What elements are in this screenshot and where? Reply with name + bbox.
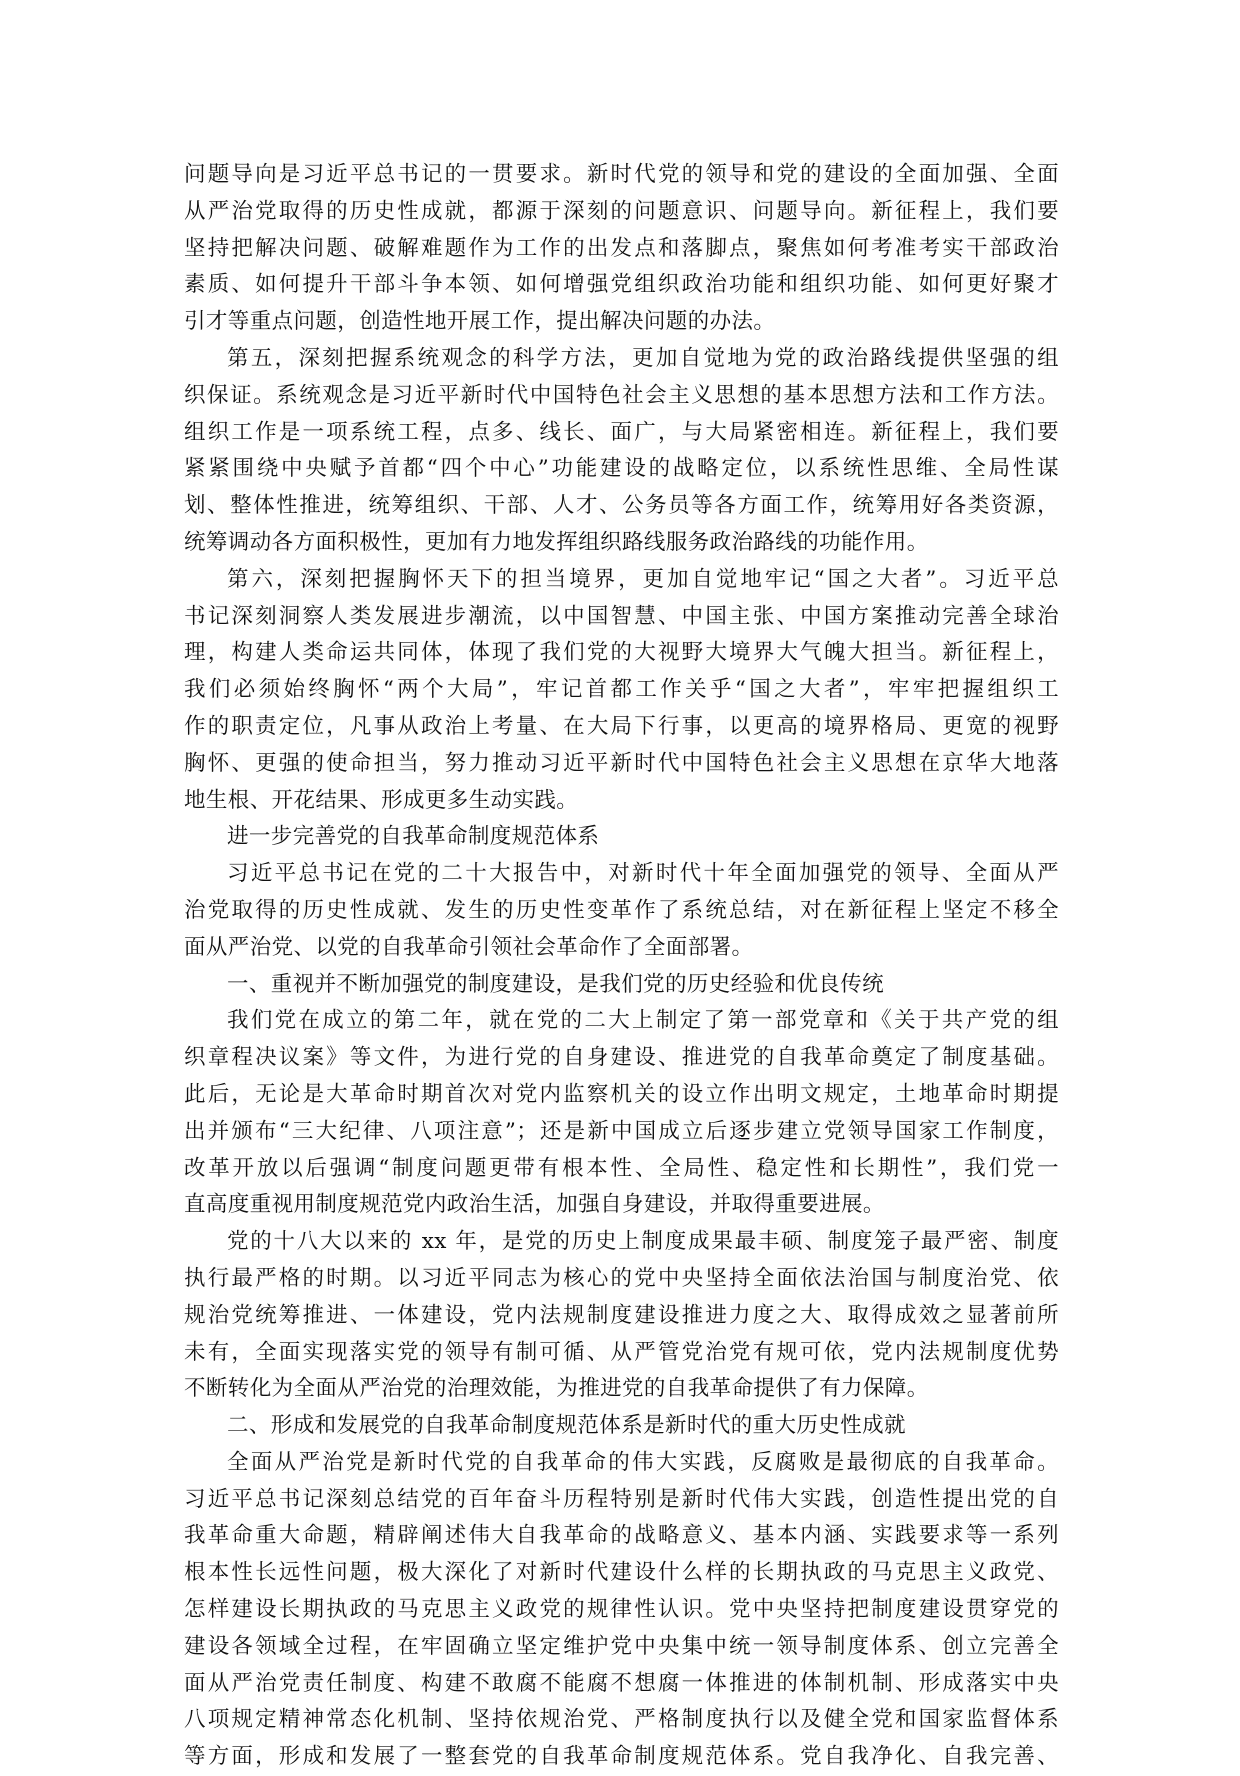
text-line: 进一步完善党的自我革命制度规范体系 [227, 824, 600, 850]
text-line: 习近平总书记深刻总结党的百年奋斗历程特别是新时代伟大实践，创造性提出党的自 [184, 1486, 1059, 1512]
text-line: 一、重视并不断加强党的制度建设，是我们党的历史经验和优良传统 [227, 971, 885, 997]
text-line: 第五，深刻把握系统观念的科学方法，更加自觉地为党的政治路线提供坚强的组 [227, 345, 1059, 371]
text-line: 执行最严格的时期。以习近平同志为核心的党中央坚持全面依法治国与制度治党、依 [184, 1265, 1059, 1291]
text-line: 胸怀、更强的使命担当，努力推动习近平新时代中国特色社会主义思想在京华大地落 [184, 750, 1059, 776]
text-line: 建设各领域全过程，在牢固确立坚定维护党中央集中统一领导制度体系、创立完善全 [184, 1633, 1059, 1659]
text-line: 未有，全面实现落实党的领导有制可循、从严管党治党有规可依，党内法规制度优势 [184, 1339, 1059, 1365]
text-line: 全面从严治党是新时代党的自我革命的伟大实践，反腐败是最彻底的自我革命。 [227, 1449, 1059, 1475]
text-line: 八项规定精神常态化机制、坚持依规治党、严格制度执行以及健全党和国家监督体系 [184, 1707, 1059, 1733]
text-line: 改革开放以后强调“制度问题更带有根本性、全局性、稳定性和长期性”，我们党一 [184, 1155, 1059, 1181]
text-line: 此后，无论是大革命时期首次对党内监察机关的设立作出明文规定，土地革命时期提 [184, 1081, 1059, 1107]
text-line: 问题导向是习近平总书记的一贯要求。新时代党的领导和党的建设的全面加强、全面 [184, 162, 1059, 187]
text-line: 理，构建人类命运共同体，体现了我们党的大视野大境界大气魄大担当。新征程上， [184, 640, 1059, 666]
text-line: 地生根、开花结果、形成更多生动实践。 [184, 787, 579, 813]
text-line: 我革命重大命题，精辟阐述伟大自我革命的战略意义、基本内涵、实践要求等一系列 [184, 1523, 1059, 1549]
text-line: 习近平总书记在党的二十大报告中，对新时代十年全面加强党的领导、全面从严 [227, 861, 1059, 887]
text-line: 第六，深刻把握胸怀天下的担当境界，更加自觉地牢记“国之大者”。习近平总 [227, 566, 1059, 592]
text-line: 二、形成和发展党的自我革命制度规范体系是新时代的重大历史性成就 [227, 1413, 906, 1439]
text-line: 出并颁布“三大纪律、八项注意”；还是新中国成立后逐步建立党领导国家工作制度， [184, 1118, 1059, 1144]
document-body [184, 157, 1059, 1776]
text-line: 组织工作是一项系统工程，点多、线长、面广，与大局紧密相连。新征程上，我们要 [184, 419, 1059, 445]
text-line: 引才等重点问题，创造性地开展工作，提出解决问题的办法。 [184, 309, 776, 335]
text-line: 坚持把解决问题、破解难题作为工作的出发点和落脚点，聚焦如何考准考实干部政治 [184, 235, 1059, 261]
text-line: 党的十八大以来的 xx 年，是党的历史上制度成果最丰硕、制度笼子最严密、制度 [227, 1229, 1059, 1255]
text-line: 作的职责定位，凡事从政治上考量、在大局下行事，以更高的境界格局、更宽的视野 [184, 713, 1059, 739]
text-line: 我们党在成立的第二年，就在党的二大上制定了第一部党章和《关于共产党的组 [227, 1008, 1059, 1034]
text-line: 从严治党取得的历史性成就，都源于深刻的问题意识、问题导向。新征程上，我们要 [184, 198, 1059, 224]
text-line: 素质、如何提升干部斗争本领、如何增强党组织政治功能和组织功能、如何更好聚才 [184, 272, 1059, 298]
text-line: 划、整体性推进，统筹组织、干部、人才、公务员等各方面工作，统筹用好各类资源， [184, 493, 1059, 519]
text-line: 治党取得的历史性成就、发生的历史性变革作了系统总结，对在新征程上坚定不移全 [184, 897, 1059, 923]
text-line: 紧紧围绕中央赋予首都“四个中心”功能建设的战略定位，以系统性思维、全局性谋 [184, 456, 1059, 482]
text-line: 面从严治党责任制度、构建不敢腐不能腐不想腐一体推进的体制机制、形成落实中央 [184, 1670, 1059, 1696]
text-line: 不断转化为全面从严治党的治理效能，为推进党的自我革命提供了有力保障。 [184, 1376, 929, 1402]
text-line: 直高度重视用制度规范党内政治生活，加强自身建设，并取得重要进展。 [184, 1192, 885, 1218]
text-line: 我们必须始终胸怀“两个大局”，牢记首都工作关乎“国之大者”，牢牢把握组织工 [184, 677, 1059, 703]
text-line: 面从严治党、以党的自我革命引领社会革命作了全面部署。 [184, 934, 754, 960]
text-line: 织章程决议案》等文件，为进行党的自身建设、推进党的自我革命奠定了制度基础。 [184, 1045, 1059, 1071]
text-line: 等方面，形成和发展了一整套党的自我革命制度规范体系。党自我净化、自我完善、 [184, 1744, 1059, 1770]
text-line: 规治党统筹推进、一体建设，党内法规制度建设推进力度之大、取得成效之显著前所 [184, 1302, 1059, 1328]
text-line: 书记深刻洞察人类发展进步潮流，以中国智慧、中国主张、中国方案推动完善全球治 [184, 603, 1059, 629]
text-line: 怎样建设长期执政的马克思主义政党的规律性认识。党中央坚持把制度建设贯穿党的 [184, 1597, 1059, 1623]
text-line: 织保证。系统观念是习近平新时代中国特色社会主义思想的基本思想方法和工作方法。 [184, 382, 1059, 408]
text-line: 根本性长远性问题，极大深化了对新时代建设什么样的长期执政的马克思主义政党、 [184, 1560, 1059, 1586]
text-line: 统筹调动各方面积极性，更加有力地发挥组织路线服务政治路线的功能作用。 [184, 529, 929, 555]
